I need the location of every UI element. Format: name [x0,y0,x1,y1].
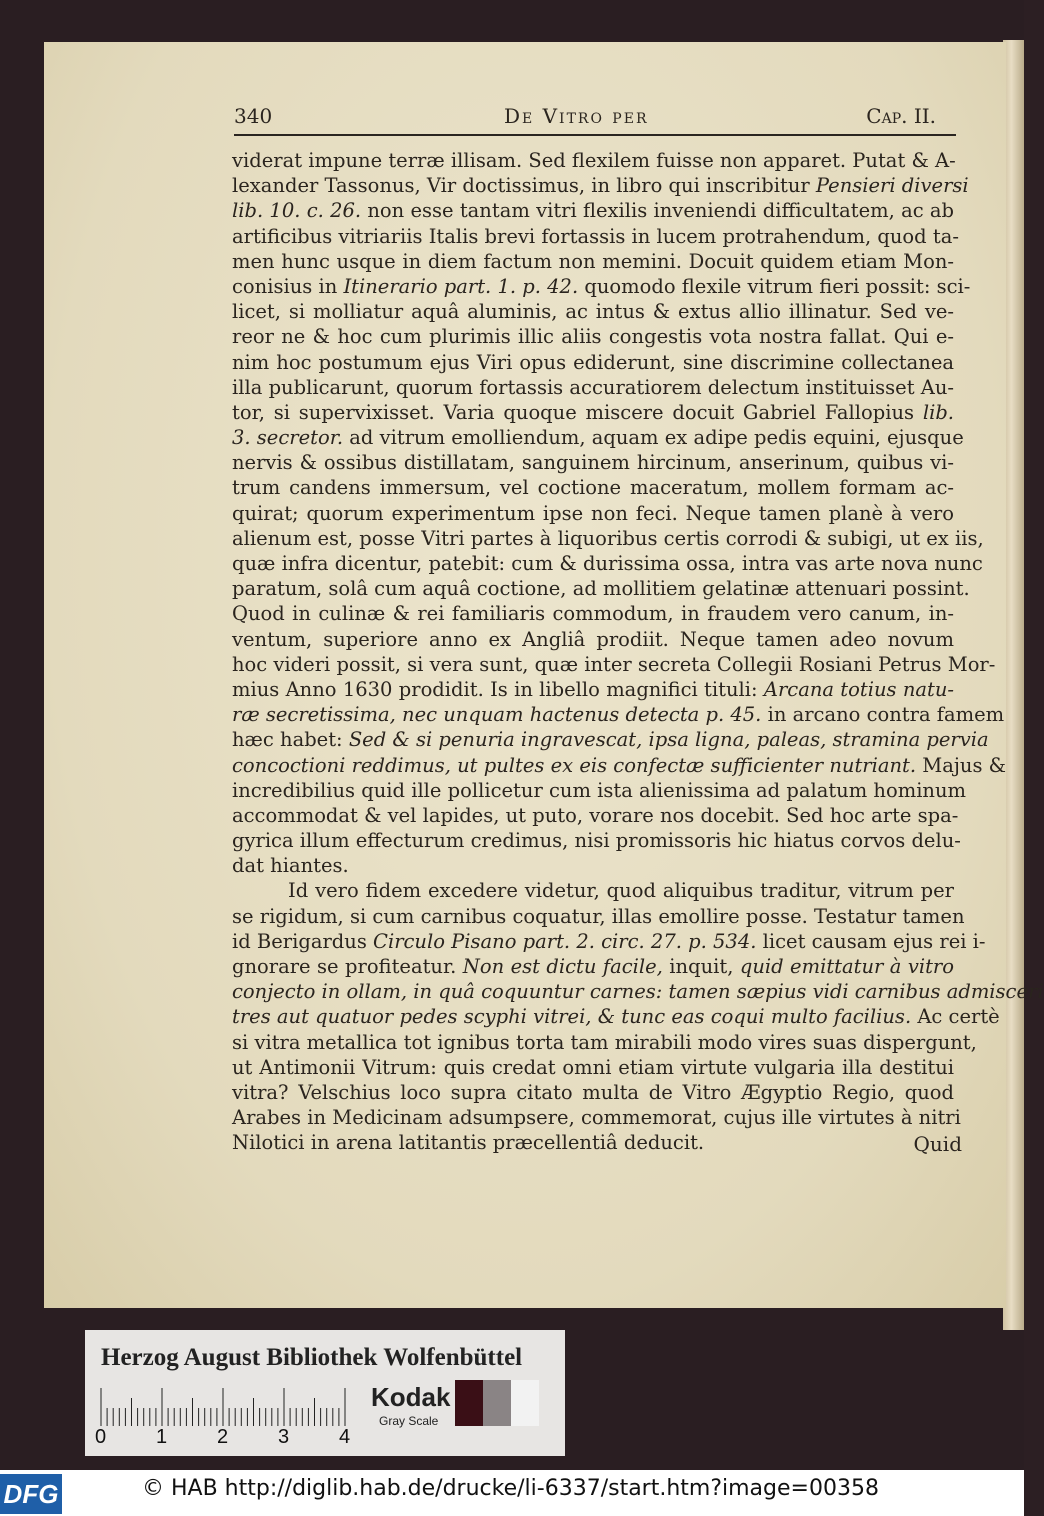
italic-segment: Pensieri diversi [815,174,969,198]
kodak-brand: Kodak [371,1382,451,1412]
text-line [232,853,954,878]
text-segment: licet, si molliatur aquâ aluminis, ac intus & extus allio illinatur. Sed ve- [232,300,954,324]
running-head [234,104,956,136]
library-name: Herzog August Bibliothek Wolfenbüttel [101,1344,523,1371]
italic-segment: Sed & si penuria ingravescat, ipsa ligna, paleas, stramina pervia [348,728,989,752]
text-line [232,828,961,853]
text-line [232,753,1007,778]
text-line [232,904,965,929]
text-segment: paratum, solâ cum aquâ coctione, ad mollitiem gelatinæ attenuari possint. [232,577,970,601]
ruler-number: 1 [156,1426,168,1448]
text-segment: viderat impune terræ illisam. Sed flexilem fuisse non apparet. Putat & A- [232,149,956,172]
text-line [232,702,1005,727]
text-segment: Majus & [916,753,1007,777]
text-segment: alienum est, posse Vitri partes à liquoribus certis corrodi & subigi, ut ex iis, [232,526,984,550]
text-line [232,551,983,576]
italic-segment: 3. secretor. [232,426,344,450]
text-segment: se rigidum, si cum carnibus coquatur, illas emollire posse. Testatur tamen [232,904,965,928]
italic-segment: quid emittatur à vitro [739,955,954,978]
ruler-number: 2 [217,1426,229,1448]
text-line [232,249,954,274]
text-segment: tor, si supervixisset. Varia quoque miscere docuit Gabriel Fallopius [232,400,923,424]
copyright-link[interactable]: © HAB http://diglib.hab.de/drucke/li-6337/start.htm?image=00358 [142,1476,879,1501]
text-segment: conisius in [232,274,344,298]
text-segment: accommodat & vel lapides, ut puto, vorare nos docebit. Sed hoc arte spa- [232,803,959,827]
text-segment: quæ infra dicentur, patebit: cum & durissima ossa, intra vas arte nova nunc [232,552,983,575]
text-line [232,627,954,652]
text-line [232,652,996,677]
text-segment: dat hiantes. [232,854,349,878]
text-segment: Nilotici in arena latitantis præcellentiâ deducit. [232,1131,705,1155]
gray-scale-label: Gray Scale [379,1414,439,1428]
text-segment: inquit, [662,955,740,978]
text-line [232,878,954,903]
page-number: 340 [234,104,273,128]
text-segment: nim hoc postumum ejus Viri opus ediderunt, sine discrimine collectanea [232,350,954,374]
text-line [232,803,959,828]
text-segment: non esse tantam vitri flexilis inveniendi difficultatem, ac ab [361,199,954,223]
text-line [232,727,989,752]
ruler-number: 4 [339,1426,351,1448]
text-line [232,677,954,702]
text-line [232,954,954,979]
text-segment: Ac certè [911,1005,1000,1029]
italic-segment: lib. [922,400,954,424]
text-segment: ad vitrum emolliendum, aquam ex adipe pedis equini, ejusque [343,426,964,450]
text-line [232,375,954,400]
text-segment: in arcano contra famem [761,703,1005,727]
text-segment: ventum, superiore anno ex Angliâ prodiit. Neque tamen adeo novum [232,627,954,651]
text-segment: si vitra metallica tot ignibus torta tam mirabili modo vires suas dispergunt, [232,1030,977,1054]
chapter-label: Cap. II. [866,104,936,128]
italic-segment: ræ secretissima, nec unquam hactenus detecta p. 45. [232,703,762,727]
italic-segment: Itinerario part. 1. p. 42. [343,274,579,298]
text-line [232,501,954,526]
text-line [232,1105,961,1130]
text-line [232,299,954,324]
text-line [232,979,1044,1004]
text-segment: Id vero fidem excedere videtur, quod aliquibus traditur, vitrum per [288,879,954,903]
library-color-card [85,1330,565,1456]
italic-segment: Circulo Pisano part. 2. circ. 27. p. 534. [373,929,757,953]
text-segment: men hunc usque in diem factum non memini. Docuit quidem etiam Mon- [232,249,954,273]
text-line [232,198,954,223]
text-line [232,601,954,626]
text-line [232,173,969,198]
dfg-logo: DFG [0,1474,62,1514]
italic-segment: tres aut quatuor pedes scyphi vitrei, & tunc eas coqui multo facilius. [232,1005,912,1029]
text-segment: ut Antimonii Vitrum: quis credat omni etiam virtute vulgaria illa destitui [232,1055,954,1079]
catchword: Quid [913,1132,962,1156]
text-line [232,929,986,954]
text-line [232,274,971,299]
text-line [232,1030,977,1055]
text-segment: gyrica illum effecturum credimus, nisi promissoris hic hiatus corvos delu- [232,829,961,853]
ruler-number: 3 [278,1426,290,1448]
text-line [232,324,954,349]
text-segment: quirat; quorum experimentum ipse non feci. Neque tamen planè à vero [232,501,954,525]
text-line [232,148,954,173]
text-segment: quomodo flexile vitrum fieri possit: sci- [578,274,971,298]
text-line [232,400,954,425]
text-line [232,526,984,551]
text-segment: vitra? Velschius loco supra citato multa de Vitro Ægyptio Regio, quod [232,1080,954,1104]
text-segment: lexander Tassonus, Vir doctissimus, in libro qui inscribitur [232,174,816,198]
text-line [232,224,959,249]
text-segment: trum candens immersum, vel coctione maceratum, mollem formam ac- [232,476,954,500]
text-line [232,778,967,803]
text-segment: incredibilius quid ille pollicetur cum ista alienissima ad palatum hominum [232,778,967,802]
ruler-number: 0 [95,1426,107,1448]
text-segment: Quod in culinæ & rei familiaris commodum, in fraudem vero canum, in- [232,602,954,626]
gray-swatch [483,1380,511,1426]
text-line [232,576,970,601]
body-text [232,148,1044,1156]
text-segment: artificibus vitriariis Italis brevi fortassis in lucem protrahendum, quod ta- [232,224,959,248]
text-line [232,1055,954,1080]
footer [0,1470,1024,1516]
running-title: De Vitro per [504,104,649,128]
text-segment: hoc videri possit, si vera sunt, quæ inter secreta Collegii Rosiani Petrus Mor- [232,652,996,676]
text-line [232,1004,1000,1029]
text-line [232,475,954,500]
italic-segment: Arcana totius natu- [763,677,954,701]
text-segment: Arabes in Medicinam adsumpsere, commemorat, cujus ille virtutes à nitri [232,1106,961,1130]
text-line [232,350,954,375]
text-line [232,1080,954,1105]
italic-segment: lib. 10. c. 26. [232,199,362,223]
italic-segment: conjecto in ollam, in quâ coquuntur carnes: tamen sæpius vidi carnibus admisceri [232,980,1044,1004]
text-segment: licet causam ejus rei i- [756,929,986,953]
text-segment: mius Anno 1630 prodidit. Is in libello magnifici tituli: [232,677,764,701]
text-segment: hæc habet: [232,728,349,752]
text-line [232,450,954,475]
ruler-scale [99,1386,351,1426]
facing-page-edge [1003,40,1024,1330]
italic-segment: Non est dictu facile, [462,955,663,978]
text-segment: reor ne & hoc cum plurimis illic aliis congestis vota nostra fallat. Qui e- [232,325,954,349]
gray-swatch [511,1380,539,1426]
text-segment: nervis & ossibus distillatam, sanguinem hircinum, anserinum, quibus vi- [232,451,954,475]
italic-segment: concoctioni reddimus, ut pultes ex eis confectæ sufficienter nutriant. [232,753,917,777]
text-line [232,1130,954,1155]
text-segment: illa publicarunt, quorum fortassis accuratiorem delectum instituisset Au- [232,375,954,399]
text-segment: gnorare se profiteatur. [232,955,463,978]
text-line [232,425,964,450]
gray-swatch [455,1380,483,1426]
text-segment: id Berigardus [232,929,374,953]
